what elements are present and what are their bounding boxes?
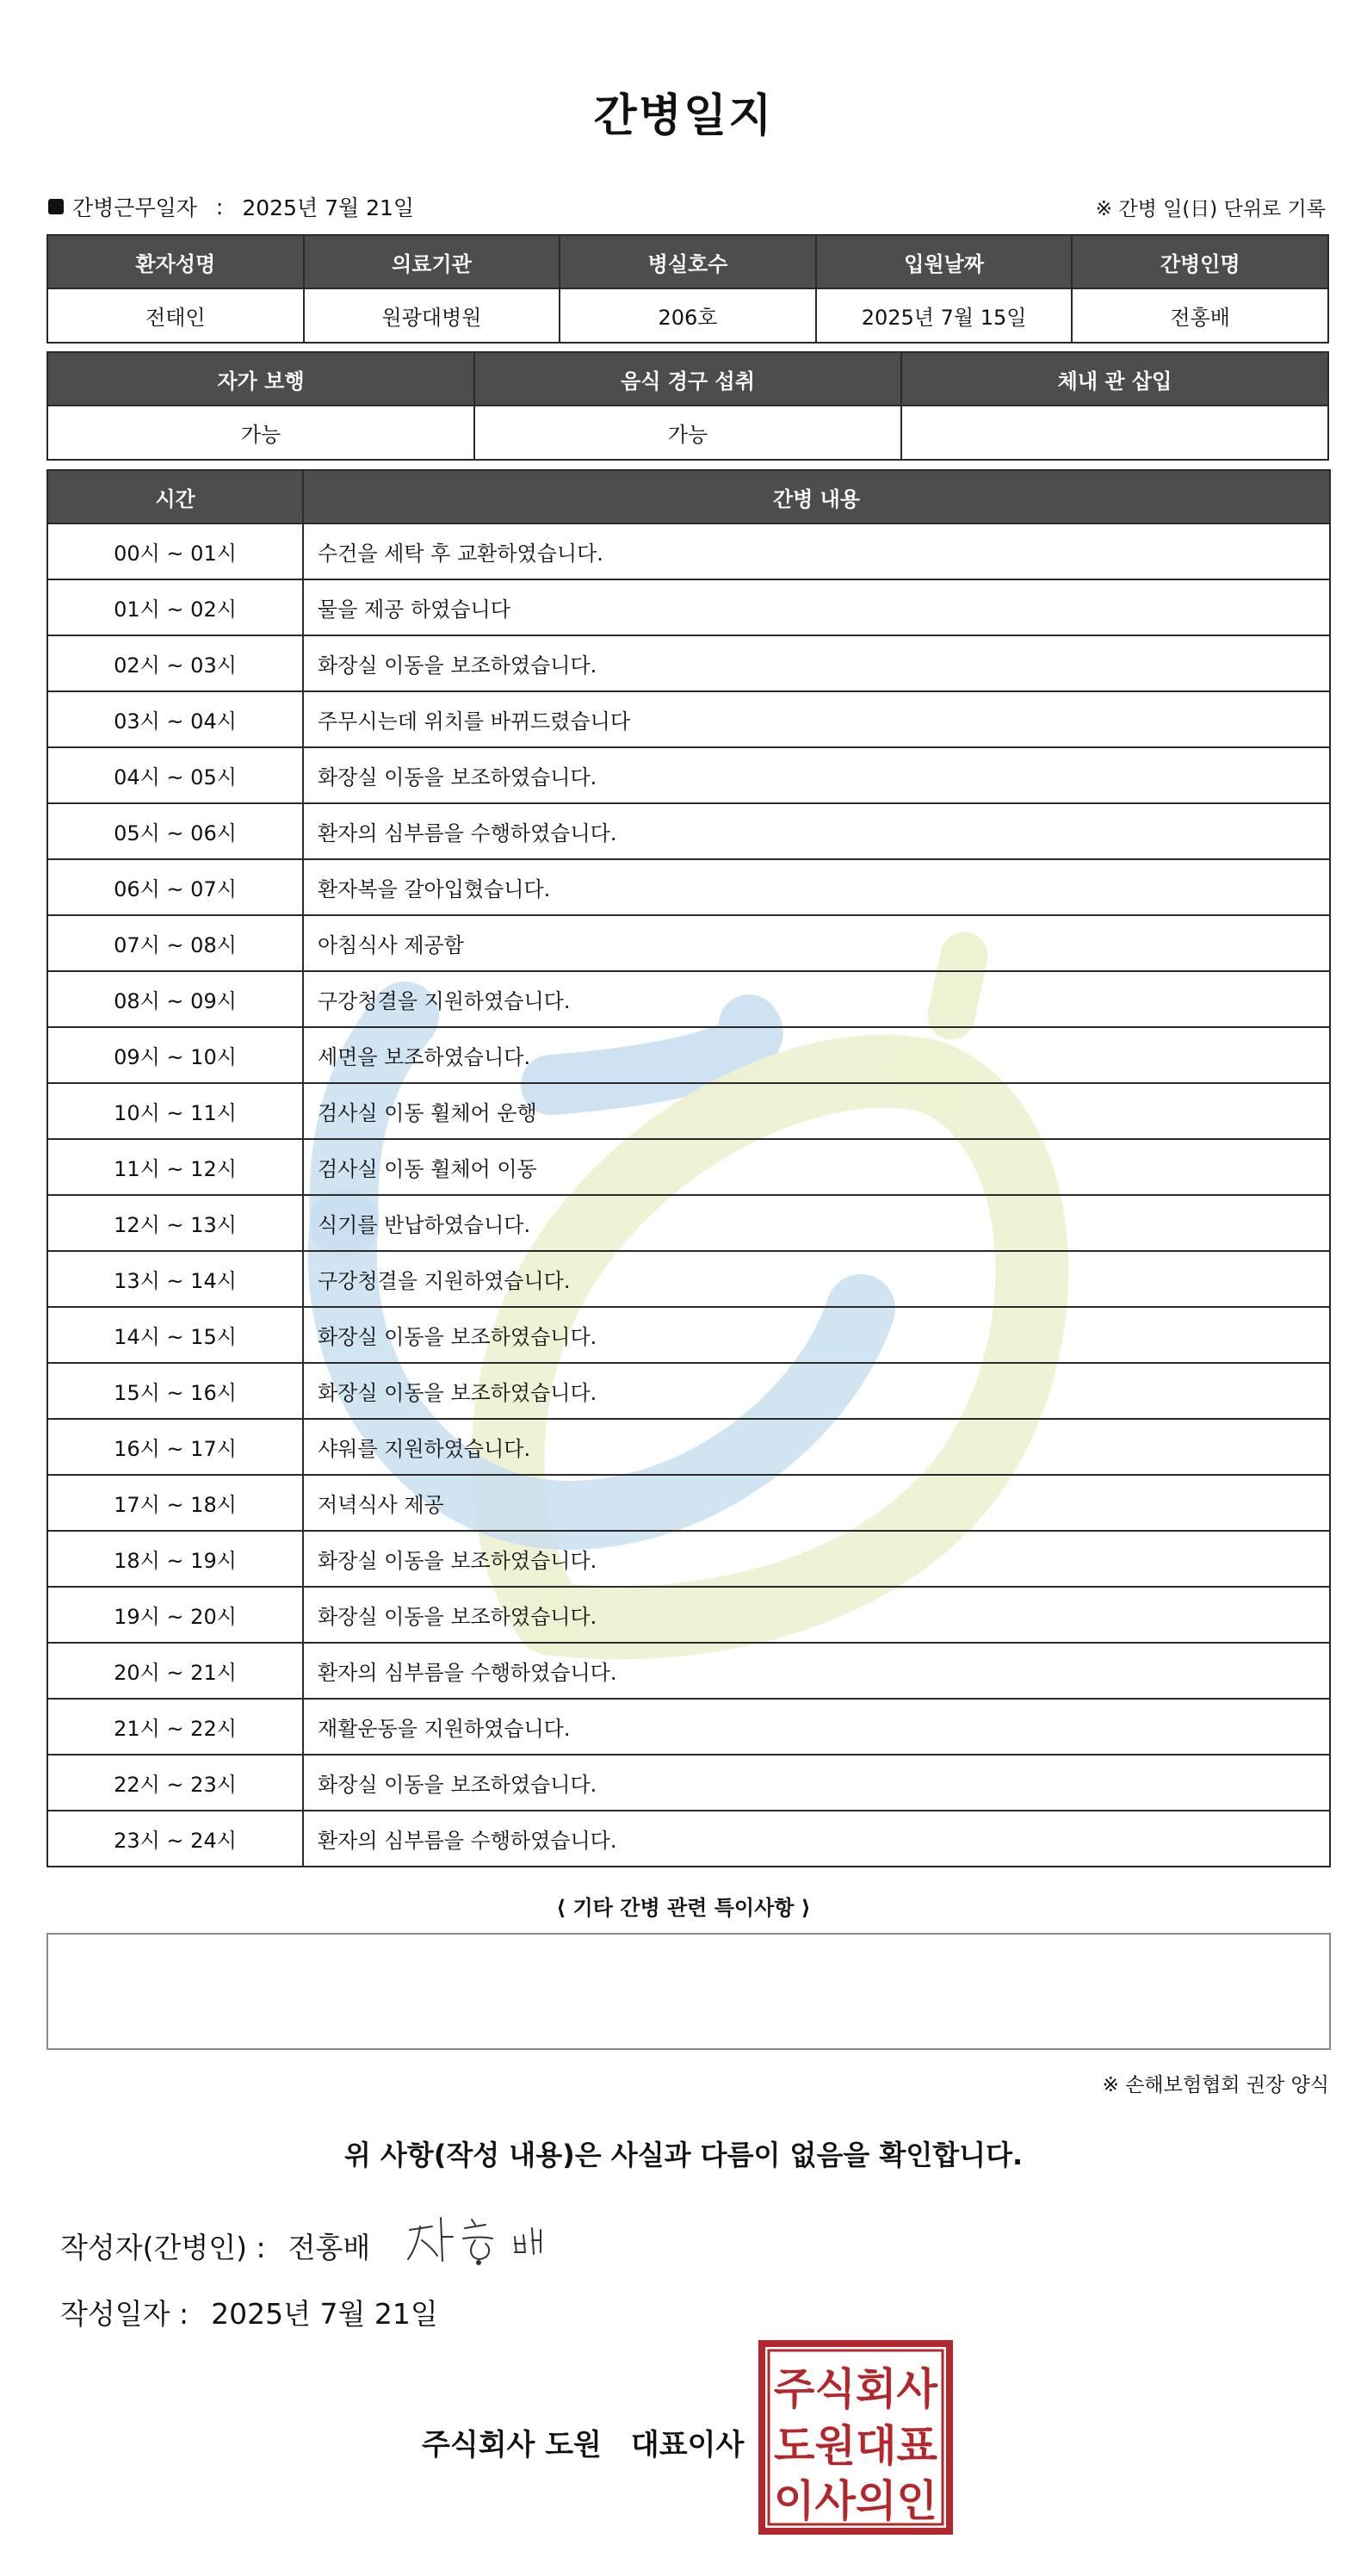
table-row (47, 1307, 1330, 1363)
log-content: 환자의 심부름을 수행하였습니다. (303, 1643, 1330, 1699)
value-tube-insertion (901, 406, 1328, 460)
value-caregiver: 전홍배 (1072, 288, 1328, 343)
header-time: 시간 (47, 470, 303, 523)
log-content: 화장실 이동을 보조하였습니다. (303, 1363, 1330, 1419)
patient-info-header-row (47, 235, 1328, 288)
patient-status-value-row (47, 406, 1328, 460)
header-hospital: 의료기관 (304, 235, 560, 288)
log-time: 21시 ~ 22시 (47, 1699, 303, 1755)
log-time: 12시 ~ 13시 (47, 1195, 303, 1251)
log-time: 11시 ~ 12시 (47, 1139, 303, 1195)
log-content: 아침식사 제공함 (303, 915, 1330, 971)
value-oral-intake: 가능 (474, 406, 901, 460)
log-time: 18시 ~ 19시 (47, 1531, 303, 1587)
company-name: 주식회사 도원 (422, 2428, 602, 2462)
page-title: 간병일지 (593, 90, 774, 142)
table-row (47, 635, 1330, 691)
care-log-table (46, 469, 1331, 1867)
seal-line-1: 주식회사 (774, 2364, 938, 2414)
value-self-walking: 가능 (47, 406, 474, 460)
association-note: ※ 손해보험협회 권장 양식 (1102, 2074, 1329, 2096)
seal-line-2: 도원대표 (774, 2421, 938, 2471)
work-date-label: 간병근무일자 (72, 195, 197, 220)
log-time: 23시 ~ 24시 (47, 1811, 303, 1867)
header-oral-intake: 음식 경구 섭취 (474, 352, 901, 406)
written-date-label: 작성일자 : (60, 2297, 189, 2331)
table-row (47, 1419, 1330, 1475)
log-content: 검사실 이동 휠체어 이동 (303, 1139, 1330, 1195)
header-patient-name: 환자성명 (47, 235, 304, 288)
patient-status-header-row (47, 352, 1328, 406)
log-time: 01시 ~ 02시 (47, 579, 303, 635)
log-content: 화장실 이동을 보조하였습니다. (303, 635, 1330, 691)
table-row (47, 1755, 1330, 1811)
patient-info-table (46, 234, 1329, 344)
table-row (47, 523, 1330, 579)
value-admission-date: 2025년 7월 15일 (816, 288, 1073, 343)
log-content: 환자의 심부름을 수행하였습니다. (303, 1811, 1330, 1867)
log-content: 환자의 심부름을 수행하였습니다. (303, 803, 1330, 859)
table-row (47, 1139, 1330, 1195)
table-row (47, 1531, 1330, 1587)
log-content: 구강청결을 지원하였습니다. (303, 971, 1330, 1027)
header-room: 병실호수 (560, 235, 816, 288)
table-row (47, 803, 1330, 859)
header-tube-insertion: 체내 관 삽입 (901, 352, 1328, 406)
table-row (47, 1643, 1330, 1699)
seal-line-3: 이사의인 (774, 2476, 937, 2526)
log-time: 08시 ~ 09시 (47, 971, 303, 1027)
value-hospital: 원광대병원 (304, 288, 560, 343)
log-content: 물을 제공 하였습니다 (303, 579, 1330, 635)
work-date-colon: : (215, 194, 224, 220)
log-content: 환자복을 갈아입혔습니다. (303, 859, 1330, 915)
header-care-content: 간병 내용 (303, 470, 1330, 523)
log-content: 저녁식사 제공 (303, 1475, 1330, 1531)
log-time: 19시 ~ 20시 (47, 1587, 303, 1643)
table-row (47, 859, 1330, 915)
header-caregiver: 간병인명 (1072, 235, 1328, 288)
table-row (47, 1811, 1330, 1867)
table-row (47, 1027, 1330, 1083)
log-time: 02시 ~ 03시 (47, 635, 303, 691)
log-content: 주무시는데 위치를 바뀌드렸습니다 (303, 691, 1330, 747)
log-time: 14시 ~ 15시 (47, 1307, 303, 1363)
log-time: 22시 ~ 23시 (47, 1755, 303, 1811)
patient-status-table (46, 351, 1329, 461)
representative-title: 대표이사 (630, 2428, 745, 2462)
writer-label: 작성자(간병인) : (60, 2231, 266, 2264)
unit-note: ※ 간병 일(日) 단위로 기록 (1095, 198, 1326, 220)
log-time: 10시 ~ 11시 (47, 1083, 303, 1139)
log-time: 17시 ~ 18시 (47, 1475, 303, 1531)
table-row (47, 1251, 1330, 1307)
table-row (47, 579, 1330, 635)
log-time: 20시 ~ 21시 (47, 1643, 303, 1699)
log-content: 화장실 이동을 보조하였습니다. (303, 1531, 1330, 1587)
table-row (47, 1587, 1330, 1643)
writer-row (60, 2226, 370, 2266)
log-content: 검사실 이동 휠체어 운행 (303, 1083, 1330, 1139)
written-date-row (60, 2292, 438, 2332)
log-time: 13시 ~ 14시 (47, 1251, 303, 1307)
log-time: 03시 ~ 04시 (47, 691, 303, 747)
log-content: 재활운동을 지원하였습니다. (303, 1699, 1330, 1755)
table-row (47, 1475, 1330, 1531)
log-time: 04시 ~ 05시 (47, 747, 303, 803)
log-content: 구강청결을 지원하였습니다. (303, 1251, 1330, 1307)
log-content: 화장실 이동을 보조하였습니다. (303, 747, 1330, 803)
notes-box (46, 1933, 1331, 2050)
log-content: 화장실 이동을 보조하였습니다. (303, 1307, 1330, 1363)
table-row (47, 1195, 1330, 1251)
log-time: 07시 ~ 08시 (47, 915, 303, 971)
log-content: 식기를 반납하였습니다. (303, 1195, 1330, 1251)
signature (403, 2211, 566, 2271)
notes-title: ⟨ 기타 간병 관련 특이사항 ⟩ (556, 1896, 811, 1920)
header-self-walking: 자가 보행 (47, 352, 474, 406)
company-line (422, 2421, 744, 2463)
table-row (47, 1699, 1330, 1755)
care-log-header-row (47, 470, 1330, 523)
work-date-row (48, 191, 414, 222)
log-time: 05시 ~ 06시 (47, 803, 303, 859)
value-room: 206호 (560, 288, 816, 343)
log-time: 06시 ~ 07시 (47, 859, 303, 915)
log-content: 수건을 세탁 후 교환하였습니다. (303, 523, 1330, 579)
log-content: 화장실 이동을 보조하였습니다. (303, 1755, 1330, 1811)
table-row (47, 747, 1330, 803)
written-date-value: 2025년 7월 21일 (211, 2297, 438, 2331)
log-time: 09시 ~ 10시 (47, 1027, 303, 1083)
header-admission-date: 입원날짜 (816, 235, 1073, 288)
table-row (47, 691, 1330, 747)
writer-name: 전홍배 (288, 2231, 371, 2264)
log-time: 16시 ~ 17시 (47, 1419, 303, 1475)
company-seal-stamp (758, 2340, 953, 2535)
work-date-value: 2025년 7월 21일 (242, 195, 415, 220)
patient-info-value-row (47, 288, 1328, 343)
table-row (47, 1363, 1330, 1419)
table-row (47, 1083, 1330, 1139)
value-patient-name: 전태인 (47, 288, 304, 343)
log-content: 샤워를 지원하였습니다. (303, 1419, 1330, 1475)
log-time: 00시 ~ 01시 (47, 523, 303, 579)
table-row (47, 971, 1330, 1027)
table-row (47, 915, 1330, 971)
confirmation-statement: 위 사항(작성 내용)은 사실과 다름이 없음을 확인합니다. (343, 2139, 1024, 2171)
log-time: 15시 ~ 16시 (47, 1363, 303, 1419)
square-bullet-icon (48, 199, 64, 214)
log-content: 세면을 보조하였습니다. (303, 1027, 1330, 1083)
log-content: 화장실 이동을 보조하였습니다. (303, 1587, 1330, 1643)
